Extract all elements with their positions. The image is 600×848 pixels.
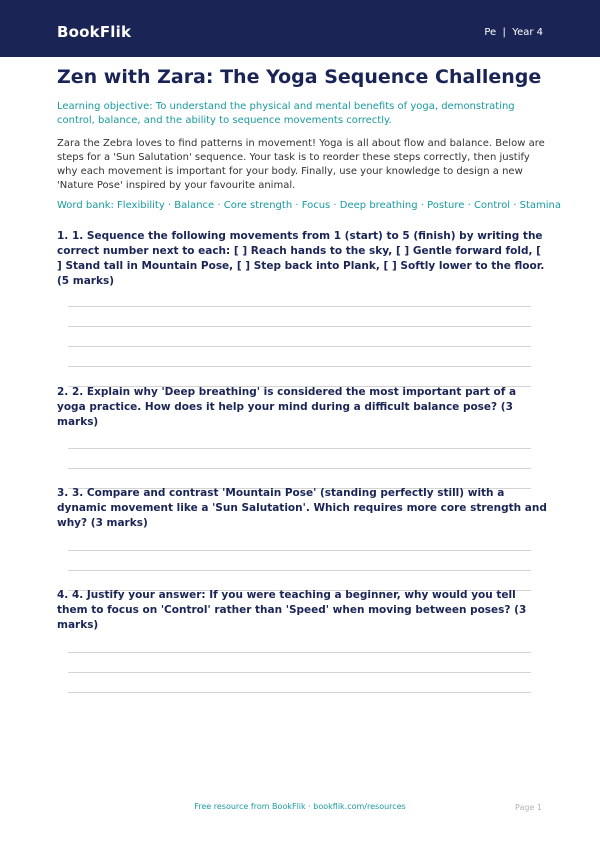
answer-line[interactable] bbox=[68, 672, 531, 673]
answer-line[interactable] bbox=[68, 448, 531, 449]
question-3: 3. 3. Compare and contrast 'Mountain Pose' (standing perfectly still) with a dynamic movement like a 'Sun Salutation'. Which requires more core strength and why? (3 marks) bbox=[57, 487, 547, 529]
answer-line[interactable] bbox=[68, 326, 531, 327]
answer-line[interactable] bbox=[68, 570, 531, 571]
answer-line[interactable] bbox=[68, 366, 531, 367]
answer-line[interactable] bbox=[68, 652, 531, 653]
answer-line[interactable] bbox=[68, 346, 531, 347]
intro-paragraph: Zara the Zebra loves to find patterns in movement! Yoga is all about flow and balance. Below are steps for a 'Sun Salutation' sequence. Your task is to reorder these steps correctly, then justify why each movement is important for your body. Finally, use your knowledge to design a new 'Nature Pose' inspired by your favourite animal. bbox=[57, 138, 545, 191]
page-number: Page 1 bbox=[515, 803, 542, 812]
question-1: 1. 1. Sequence the following movements from 1 (start) to 5 (finish) by writing the correct number next to each: [ ] Reach hands to the sky, [ ] Gentle forward fold, [ ] Stand tall in Mountain Pose, [ ] Step back into Plank, [ ] Softly lower to the floor. (5 marks) bbox=[57, 230, 545, 287]
answer-line[interactable] bbox=[68, 692, 531, 693]
question-2: 2. 2. Explain why 'Deep breathing' is considered the most important part of a yoga practice. How does it help your mind during a difficult balance pose? (3 marks) bbox=[57, 386, 517, 428]
word-bank: Word bank: Flexibility · Balance · Core strength · Focus · Deep breathing · Posture · Control · Stamina bbox=[57, 200, 562, 211]
subject-year-label: Pe | Year 4 bbox=[484, 27, 543, 38]
learning-objective: Learning objective: To understand the physical and mental benefits of yoga, demonstrating control, balance, and the ability to sequence movements correctly. bbox=[57, 101, 515, 126]
answer-line[interactable] bbox=[68, 306, 531, 307]
header-bar bbox=[0, 0, 600, 57]
page-title: Zen with Zara: The Yoga Sequence Challenge bbox=[57, 66, 542, 88]
question-4: 4. 4. Justify your answer: If you were teaching a beginner, why would you tell them to focus on 'Control' rather than 'Speed' when moving between poses? (3 marks) bbox=[57, 589, 527, 631]
footer-resource-link[interactable]: Free resource from BookFlik · bookflik.com/resources bbox=[194, 802, 406, 811]
answer-line[interactable] bbox=[68, 468, 531, 469]
answer-line[interactable] bbox=[68, 550, 531, 551]
brand-logo-text: BookFlik bbox=[57, 23, 132, 41]
